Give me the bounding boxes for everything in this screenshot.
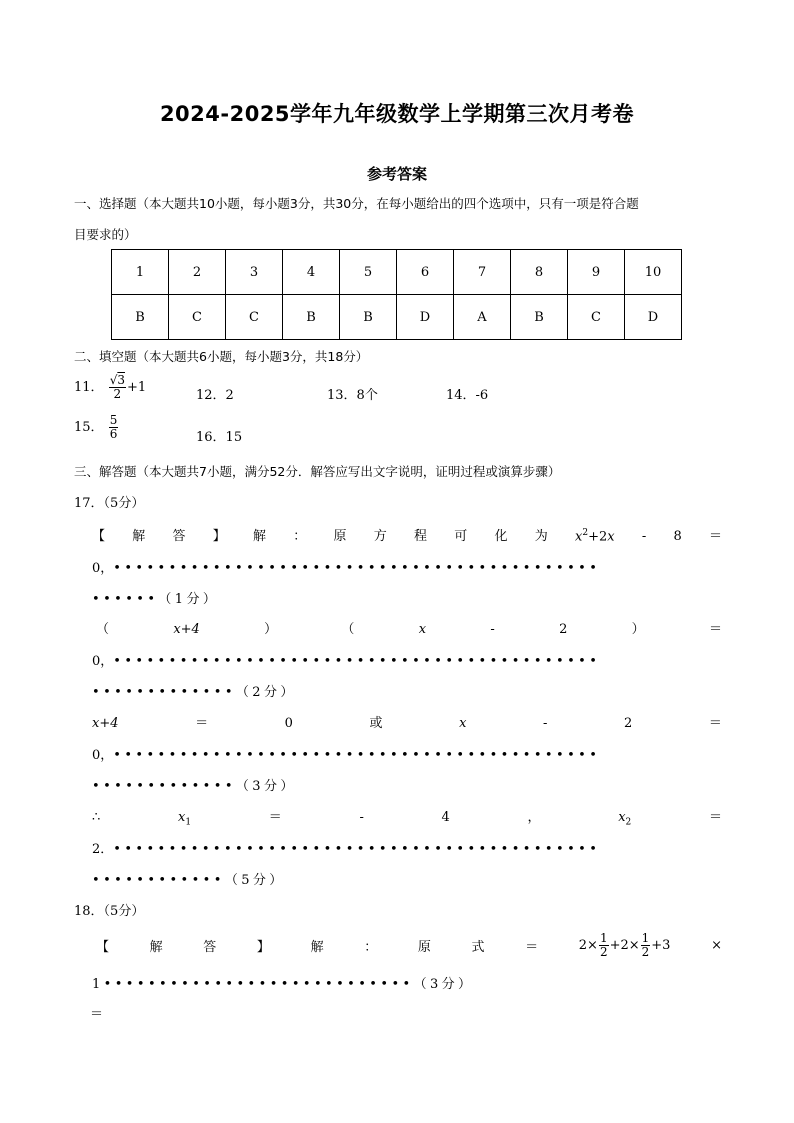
q17-equation: $x^2+2x$ (575, 527, 615, 544)
table-cell: B (340, 295, 397, 340)
table-cell: B (112, 295, 169, 340)
table-cell: B (511, 295, 568, 340)
q17-line8: 0，•••••••••••••••••••••••••••••••••••••••••••• (92, 748, 601, 763)
q17-line1: 【 解 答 】 解 ： 原 方 程 可 化 为 $x^2+2x$ - 8 ＝ (92, 527, 722, 544)
table-cell: 1 (112, 250, 169, 295)
table-cell: C (169, 295, 226, 340)
table-cell: 7 (454, 250, 511, 295)
answer-11: 11． $\frac{√3}{2}$ +1 (74, 373, 147, 402)
table-cell: A (454, 295, 511, 340)
q17-line11: 2．•••••••••••••••••••••••••••••••••••••••••••• (92, 842, 601, 857)
q18-line1: 【 解 答 】 解 ： 原 式 ＝ 2× $\frac{1}{2}$ +2× $\frac{1}{2}$ +3 × (96, 931, 722, 960)
q17-line5: 0，•••••••••••••••••••••••••••••••••••••••••••• (92, 654, 601, 669)
q17-line3: ••••••（1分） (92, 592, 220, 607)
section1-heading-line2: 目要求的） (74, 227, 137, 242)
question-18-label: 18．（5分） (74, 904, 145, 919)
answer-table (111, 249, 682, 340)
answer-table-row-answers (112, 295, 682, 340)
section3-heading: 三、解答题（本大题共7小题，满分52分．解答应写出文字说明，证明过程或演算步骤） (74, 464, 561, 479)
q17-line12: ••••••••••••（5分） (92, 873, 286, 888)
table-cell: 3 (226, 250, 283, 295)
question-17-label: 17．（5分） (74, 496, 145, 511)
table-cell: 5 (340, 250, 397, 295)
q17-line9: •••••••••••••（3分） (92, 779, 297, 794)
answer-14: 14．-6 (446, 388, 489, 403)
table-cell: D (397, 295, 454, 340)
table-cell: 9 (568, 250, 625, 295)
q17-line2: 0，•••••••••••••••••••••••••••••••••••••••••••• (92, 561, 601, 576)
fraction-15: $\frac{5}{6}$ (109, 413, 118, 442)
q17-line6: •••••••••••••（2分） (92, 685, 297, 700)
answer-16: 16．15 (196, 430, 243, 445)
answer-15: 15． $\frac{5}{6}$ (74, 413, 118, 442)
answer-13: 13．8个 (327, 388, 378, 403)
answer-12: 12．2 (196, 388, 234, 403)
table-cell: 6 (397, 250, 454, 295)
q18-line3: ＝ (90, 1007, 104, 1022)
page-title: 2024-2025学年九年级数学上学期第三次月考卷 (159, 102, 635, 126)
q17-line10: ∴ $x_1$ ＝ - 4 ， $x_2$ ＝ (92, 810, 722, 828)
answer-table-row-numbers (112, 250, 682, 295)
q17-line4: （ x+4 ） （ x - 2 ） ＝ (96, 622, 722, 637)
table-cell: C (568, 295, 625, 340)
q18-line2: 1••••••••••••••••••••••••••••（3分） (92, 977, 475, 992)
table-cell: 4 (283, 250, 340, 295)
table-cell: C (226, 295, 283, 340)
page-subtitle: 参考答案 (366, 165, 427, 183)
q18-expression: 2× $\frac{1}{2}$ +2× $\frac{1}{2}$ +3 (578, 931, 671, 960)
table-cell: 10 (625, 250, 682, 295)
fraction-11: $\frac{√3}{2}$ (109, 373, 125, 402)
section2-heading: 二、填空题（本大题共6小题，每小题3分，共18分） (74, 349, 369, 364)
table-cell: B (283, 295, 340, 340)
table-cell: 2 (169, 250, 226, 295)
table-cell: 8 (511, 250, 568, 295)
table-cell: D (625, 295, 682, 340)
section1-heading-line1: 一、选择题（本大题共10小题，每小题3分，共30分，在每小题给出的四个选项中，只有一项是符合题 (74, 196, 639, 211)
q17-line7: x+4 ＝ 0 或 x - 2 ＝ (92, 716, 722, 731)
